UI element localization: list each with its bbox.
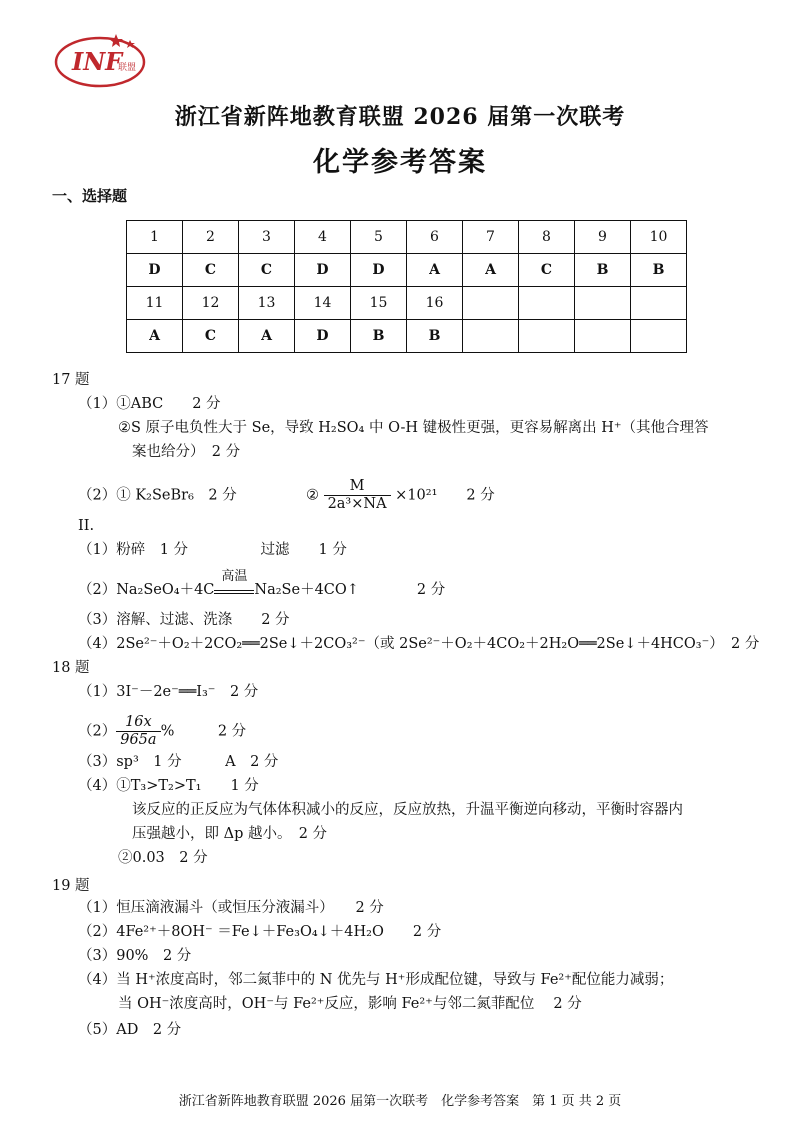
answer-table-cell: B [631, 254, 687, 287]
q17-ii-2-condition: 高温 [221, 569, 248, 584]
q17-part2-c: ×10²¹ 2 分 [395, 487, 495, 504]
section-heading-choice: 一、选择题 [52, 187, 128, 205]
answer-table-cell: 6 [407, 221, 463, 254]
answer-table-cell: 9 [575, 221, 631, 254]
answer-table-cell: D [295, 254, 351, 287]
q19-part2: （2）4Fe²⁺＋8OH⁻ ＝Fe↓＋Fe₃O₄↓＋4H₂O 2 分 [78, 924, 442, 940]
q17-ii-4: （4）2Se²⁻＋O₂＋2CO₂══2Se↓＋2CO₃²⁻（或 2Se²⁻＋O₂＋4CO₂＋2H₂O══2Se↓＋4HCO₃⁻） 2 分 [78, 636, 760, 652]
answer-table-cell: 14 [295, 287, 351, 320]
inf-logo [50, 28, 150, 90]
answer-table-cell: 11 [127, 287, 183, 320]
answer-table-cell: 5 [351, 221, 407, 254]
q18-fraction-den: 965a [120, 732, 157, 748]
answer-table-cell: 3 [239, 221, 295, 254]
answer-table-cell: A [239, 320, 295, 353]
q17-label: 17 题 [52, 372, 90, 388]
q17-fraction-den: 2a³×NA [327, 496, 387, 512]
answer-table-cell: A [463, 254, 519, 287]
answer-table-cell: 4 [295, 221, 351, 254]
answer-table-cell [575, 287, 631, 320]
q18-part4-2: ②0.03 2 分 [118, 850, 208, 866]
answer-table-cell: 10 [631, 221, 687, 254]
answer-table-cell: 16 [407, 287, 463, 320]
answer-table-cell: 7 [463, 221, 519, 254]
q19-part1: （1）恒压滴液漏斗（或恒压分液漏斗） 2 分 [78, 900, 384, 916]
logo-subtext: 联盟 [118, 63, 137, 73]
answer-table-cell [519, 287, 575, 320]
q19-part4a: （4）当 H⁺浓度高时，邻二氮菲中的 N 优先与 H⁺形成配位键，导致与 Fe²⁺配位能力减弱； [78, 972, 674, 988]
answer-table-cell: C [183, 320, 239, 353]
q17-part1-2b: 案也给分） 2 分 [132, 444, 241, 460]
answer-table-cell: C [519, 254, 575, 287]
q17-part2-a: （2）① K₂SeBr₆ 2 分 [78, 487, 237, 504]
answer-table-cell [463, 320, 519, 353]
q17-ii-2-post: Na₂Se＋4CO↑ 2 分 [254, 582, 446, 598]
q17-ii-1: （1）粉碎 1 分 过滤 1 分 [78, 542, 347, 558]
q18-part2-pre: （2） [78, 723, 117, 740]
q17-ii-3: （3）溶解、过滤、洗涤 2 分 [78, 612, 290, 628]
answer-table [126, 220, 687, 353]
answer-table-cell: 1 [127, 221, 183, 254]
answer-table-letter-row [127, 254, 687, 287]
page-footer: 浙江省新阵地教育联盟 2026 届第一次联考 化学参考答案 第 1 页 共 2 页 [178, 1094, 622, 1109]
exam-title: 浙江省新阵地教育联盟 2026 届第一次联考 [174, 104, 626, 130]
answer-table-cell: B [575, 254, 631, 287]
q18-part3: （3）sp³ 1 分 A 2 分 [78, 754, 279, 770]
answer-table-cell: 2 [183, 221, 239, 254]
answer-table-cell: B [351, 320, 407, 353]
q17-part2-b: ② [305, 487, 319, 504]
q18-fraction [116, 714, 160, 749]
q19-part3: （3）90% 2 分 [78, 948, 192, 964]
q18-fraction-num: 16x [116, 714, 160, 732]
answer-table-cell: C [239, 254, 295, 287]
q18-part2-post: % 2 分 [160, 723, 247, 740]
q17-roman-ii: II. [78, 518, 95, 534]
q19-part4b: 当 OH⁻浓度高时，OH⁻与 Fe²⁺反应，影响 Fe²⁺与邻二氮菲配位 2 分 [118, 996, 582, 1012]
q18-part4-reason1: 该反应的正反应为气体体积减小的反应，反应放热，升温平衡逆向移动，平衡时容器内 [132, 802, 683, 818]
answer-table-cell: A [127, 320, 183, 353]
logo-text: INF [72, 47, 123, 76]
answer-table-cell: A [407, 254, 463, 287]
answer-table-cell: D [351, 254, 407, 287]
answer-table-cell: 15 [351, 287, 407, 320]
answer-table-cell [463, 287, 519, 320]
q18-part2 [78, 714, 246, 749]
answer-table-letter-row [127, 320, 687, 353]
answer-table-number-row [127, 287, 687, 320]
q18-part1: （1）3I⁻－2e⁻══I₃⁻ 2 分 [78, 684, 259, 700]
answer-table-cell: B [407, 320, 463, 353]
answer-table-cell: 13 [239, 287, 295, 320]
q18-label: 18 题 [52, 660, 90, 676]
q17-ii-2 [78, 569, 446, 600]
q17-part1-2a: ②S 原子电负性大于 Se，导致 H₂SO₄ 中 O-H 键极性更强，更容易解离出 H⁺（其他合理答 [118, 420, 709, 436]
q17-part2 [78, 478, 495, 513]
answer-table-cell: 8 [519, 221, 575, 254]
answer-table-cell: D [127, 254, 183, 287]
answer-table-cell [575, 320, 631, 353]
q18-part4: （4）①T₃>T₂>T₁ 1 分 [78, 778, 259, 794]
answer-table-cell [631, 287, 687, 320]
answer-table-number-row [127, 221, 687, 254]
answer-table-cell: D [295, 320, 351, 353]
q17-fraction-num: M [324, 478, 391, 496]
q17-part1: （1）①ABC 2 分 [78, 396, 221, 412]
answer-table-cell [631, 320, 687, 353]
answer-key-title: 化学参考答案 [313, 147, 487, 178]
q19-part5: （5）AD 2 分 [78, 1022, 182, 1038]
answer-table-cell: C [183, 254, 239, 287]
q17-fraction [324, 478, 391, 513]
answer-table-cell: 12 [183, 287, 239, 320]
q19-label: 19 题 [52, 878, 90, 894]
q18-part4-reason2: 压强越小，即 Δp 越小。 2 分 [132, 826, 328, 842]
answer-table-cell [519, 320, 575, 353]
q17-ii-2-pre: （2）Na₂SeO₄＋4C [78, 582, 215, 598]
